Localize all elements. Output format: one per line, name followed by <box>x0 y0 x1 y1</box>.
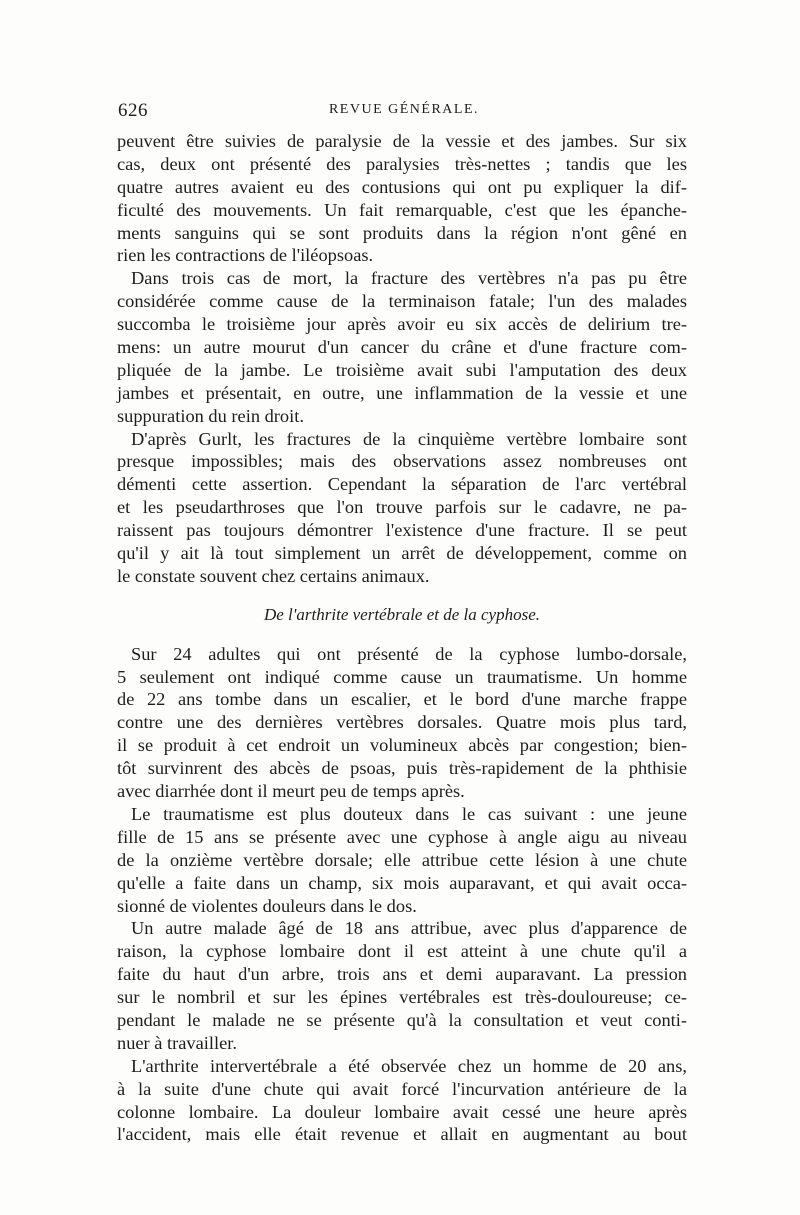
text-line: ments sanguins qui se sont produits dans la région n'ont gêné en <box>117 222 687 243</box>
section-heading: De l'arthrite vertébrale et de la cyphose. <box>263 604 541 624</box>
text-line: presque impossibles; mais des observations assez nombreuses ont <box>117 451 687 472</box>
text-line: faite du haut d'un arbre, trois ans et demi auparavant. La pression <box>117 964 687 985</box>
text-line: rien les contractions de l'iléopsoas. <box>117 245 374 266</box>
text-line: contre une des dernières vertèbres dorsales. Quatre mois plus tard, <box>117 712 687 733</box>
page-number: 626 <box>118 100 148 121</box>
text-line: Sur 24 adultes qui ont présenté de la cyphose lumbo-dorsale, <box>131 643 687 664</box>
paragraph <box>117 803 687 917</box>
text-line: tôt survinrent des abcès de psoas, puis très-rapidement de la phthisie <box>117 758 687 779</box>
text-line: cas, deux ont présenté des paralysies très-nettes ; tandis que les <box>117 153 687 174</box>
text-line: raison, la cyphose lombaire dont il est atteint à une chute qu'il a <box>117 941 687 962</box>
text-line: suppuration du rein droit. <box>117 405 304 426</box>
text-line: de 22 ans tombe dans un escalier, et le bord d'une marche frappe <box>117 689 687 710</box>
text-line: qu'il y ait là tout simplement un arrêt de développement, comme on <box>117 543 687 564</box>
text-line: D'après Gurlt, les fractures de la cinquième vertèbre lombaire sont <box>131 428 687 449</box>
text-line: ficulté des mouvements. Un fait remarquable, c'est que les épanche- <box>117 199 687 220</box>
text-line: pendant le malade ne se présente qu'à la consultation et veut conti- <box>117 1009 687 1030</box>
text-line: 5 seulement ont indiqué comme cause un traumatisme. Un homme <box>117 666 687 687</box>
text-line: fille de 15 ans se présente avec une cyphose à angle aigu au niveau <box>117 826 687 847</box>
text-line: démenti cette assertion. Cependant la séparation de l'arc vertébral <box>117 474 687 495</box>
text-line: et les pseudarthroses que l'on trouve parfois sur le cadavre, ne pa- <box>117 497 687 518</box>
paragraph <box>117 267 687 427</box>
text-line: considérée comme cause de la terminaison fatale; l'un des malades <box>117 291 687 312</box>
text-line: colonne lombaire. La douleur lombaire avait cessé une heure après <box>117 1101 687 1122</box>
text-line: Le traumatisme est plus douteux dans le cas suivant : une jeune <box>131 803 687 824</box>
running-head <box>118 100 690 124</box>
text-line: il se produit à cet endroit un volumineux abcès par congestion; bien- <box>117 735 687 756</box>
text-line: mens: un autre mourut d'un cancer du crâne et d'une fracture com- <box>117 337 687 358</box>
paragraph <box>117 643 687 803</box>
text-line: Dans trois cas de mort, la fracture des vertèbres n'a pas pu être <box>131 268 687 289</box>
text-line: qu'elle a faite dans un champ, six mois auparavant, et qui avait occa- <box>117 872 687 893</box>
body-text <box>117 130 687 1146</box>
paragraph <box>117 917 687 1054</box>
text-line: nuer à travailler. <box>117 1032 237 1053</box>
text-line: succomba le troisième jour après avoir eu six accès de delirium tre- <box>117 314 687 335</box>
text-line: à la suite d'une chute qui avait forcé l'incurvation antérieure de la <box>117 1078 687 1099</box>
text-line: avec diarrhée dont il meurt peu de temps après. <box>117 781 465 802</box>
text-line: sionné de violentes douleurs dans le dos. <box>117 895 417 916</box>
text-line: L'arthrite intervertébrale a été observée chez un homme de 20 ans, <box>131 1055 687 1076</box>
text-line: de la onzième vertèbre dorsale; elle attribue cette lésion à une chute <box>117 849 687 870</box>
text-line: peuvent être suivies de paralysie de la vessie et des jambes. Sur six <box>117 131 687 151</box>
text-line: jambes et présentait, en outre, une inflammation de la vessie et une <box>117 382 687 403</box>
text-line: sur le nombril et sur les épines vertébrales est très-douloureuse; ce- <box>117 987 687 1008</box>
paragraph <box>117 130 687 267</box>
text-line: l'accident, mais elle était revenue et allait en augmentant au bout <box>117 1124 687 1145</box>
text-line: Un autre malade âgé de 18 ans attribue, avec plus d'apparence de <box>131 918 687 939</box>
text-line: raissent pas toujours démontrer l'existence d'une fracture. Il se peut <box>117 520 687 541</box>
text-line: pliquée de la jambe. Le troisième avait subi l'amputation des deux <box>117 359 687 380</box>
text-line: quatre autres avaient eu des contusions qui ont pu expliquer la dif- <box>117 176 687 197</box>
paragraph <box>117 1055 687 1147</box>
text-line: le constate souvent chez certains animaux. <box>117 565 430 586</box>
paragraph <box>117 428 687 588</box>
running-title: REVUE GÉNÉRALE. <box>328 102 480 117</box>
